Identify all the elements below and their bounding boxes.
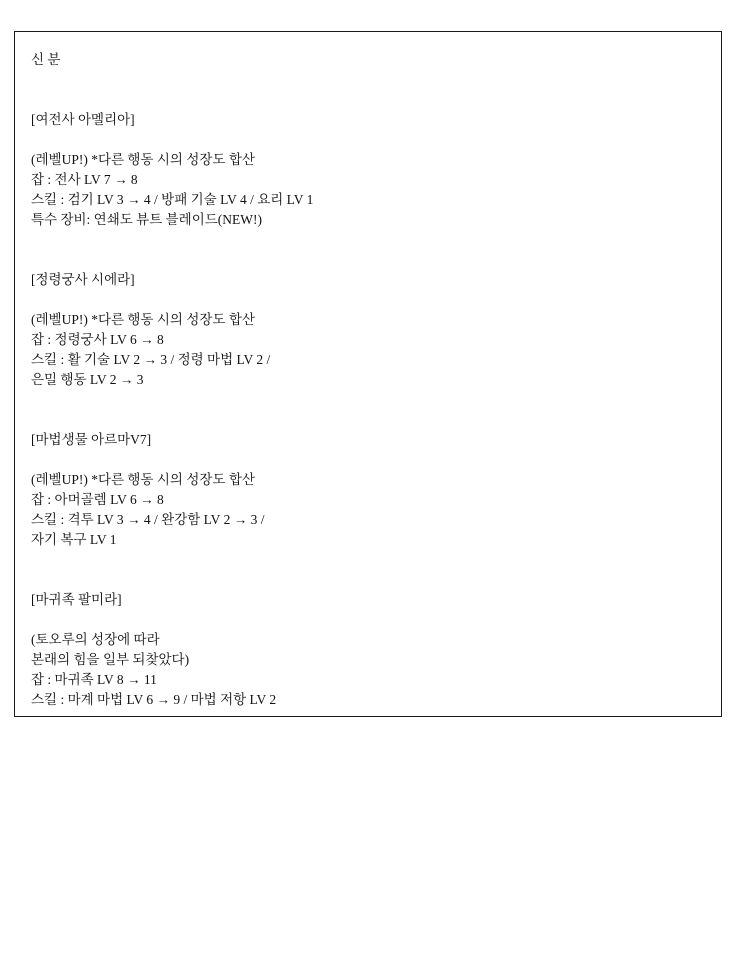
section-line: (토오루의 성장에 따라	[31, 632, 160, 647]
spacer	[23, 290, 721, 310]
section-header-sierra: [정령궁사 시에라]	[31, 272, 135, 287]
spacer	[23, 250, 721, 270]
section-line: 특수 장비: 연쇄도 뷰트 블레이드(NEW!)	[31, 212, 263, 227]
section-line: 잡 : 전사 LV 7 → 8	[31, 172, 138, 187]
spacer	[23, 570, 721, 590]
document-title: 신 분	[31, 52, 61, 67]
section-line: (레벨UP!) *다른 행동 시의 성장도 합산	[31, 312, 255, 327]
spacer	[23, 450, 721, 470]
spacer	[23, 230, 721, 250]
spacer	[23, 130, 721, 150]
section-header-palmira: [마귀족 팔미라]	[31, 592, 122, 607]
section-line: 잡 : 정령궁사 LV 6 → 8	[31, 332, 164, 347]
spacer	[23, 550, 721, 570]
document-body	[15, 32, 721, 710]
spacer	[23, 390, 721, 410]
section-line: 스킬 : 검기 LV 3 → 4 / 방패 기술 LV 4 / 요리 LV 1	[31, 192, 314, 207]
spacer	[23, 90, 721, 110]
section-line: 잡 : 아머골렘 LV 6 → 8	[31, 492, 164, 507]
section-line: 스킬 : 마계 마법 LV 6 → 9 / 마법 저항 LV 2	[31, 692, 277, 707]
document-frame	[14, 31, 722, 717]
section-header-amelia: [여전사 아멜리아]	[31, 112, 135, 127]
section-header-armav7: [마법생물 아르마V7]	[31, 432, 152, 447]
section-line: (레벨UP!) *다른 행동 시의 성장도 합산	[31, 472, 255, 487]
section-line: 잡 : 마귀족 LV 8 → 11	[31, 672, 157, 687]
section-line: 스킬 : 활 기술 LV 2 → 3 / 정령 마법 LV 2 /	[31, 352, 271, 367]
section-line: 본래의 힘을 일부 되찾았다)	[31, 652, 190, 667]
spacer	[23, 610, 721, 630]
section-line: 자기 복구 LV 1	[31, 532, 117, 547]
section-line: (레벨UP!) *다른 행동 시의 성장도 합산	[31, 152, 255, 167]
section-line: 은밀 행동 LV 2 → 3	[31, 372, 144, 387]
section-line: 스킬 : 격투 LV 3 → 4 / 완강함 LV 2 → 3 /	[31, 512, 265, 527]
spacer	[23, 410, 721, 430]
spacer	[23, 70, 721, 90]
